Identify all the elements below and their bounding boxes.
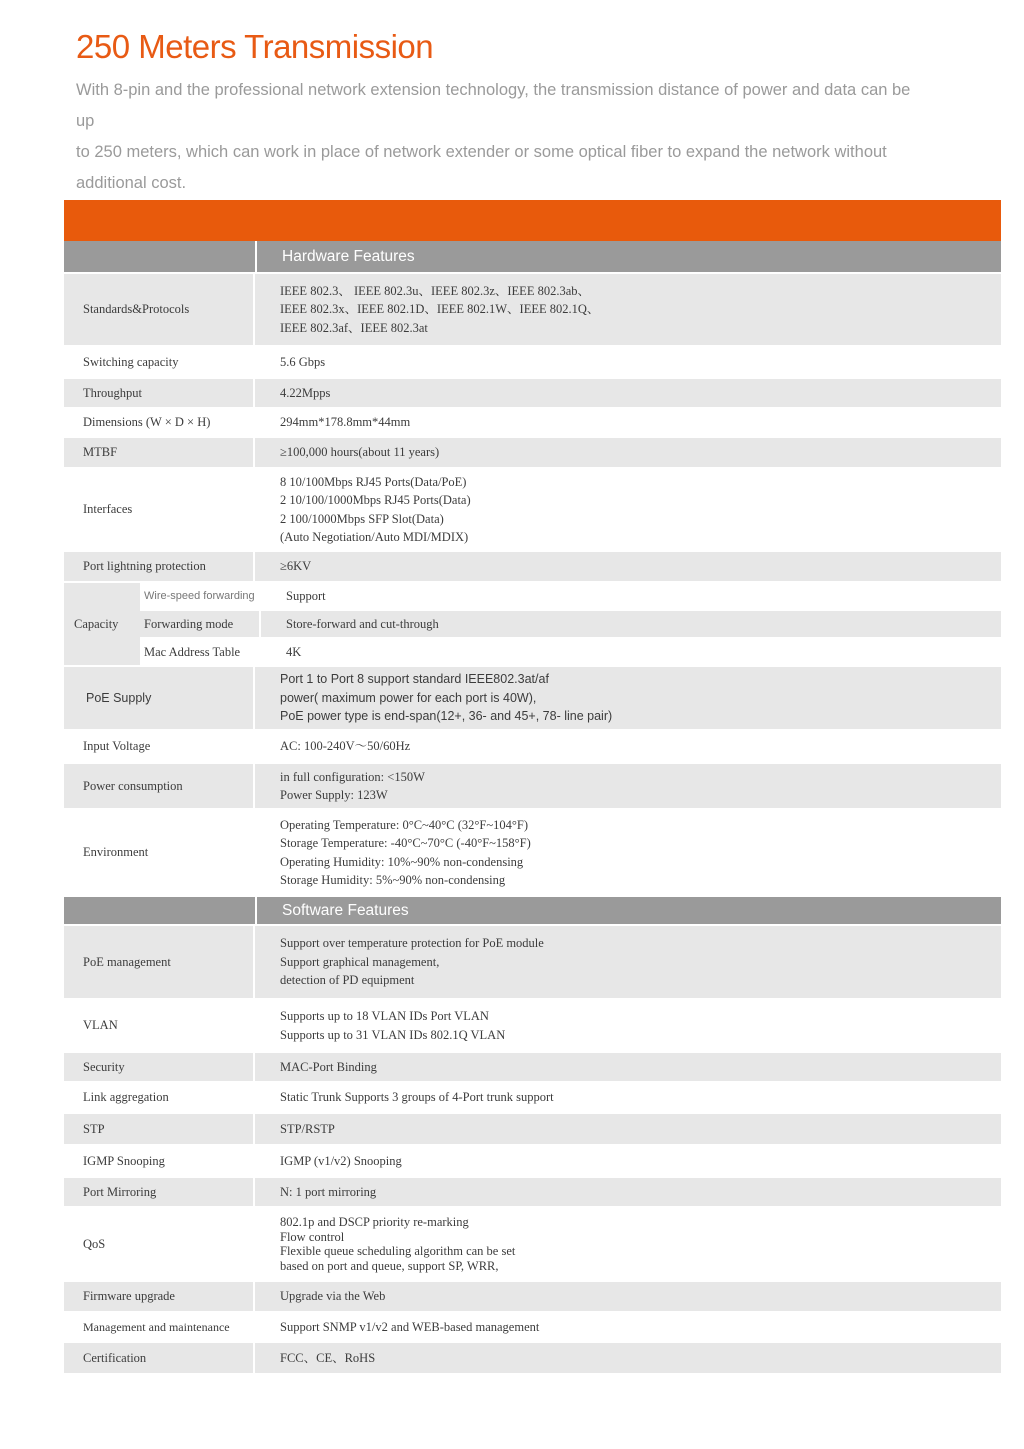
- row-value: Support SNMP v1/v2 and WEB-based management: [255, 1313, 1001, 1341]
- row-value: IGMP (v1/v2) Snooping: [255, 1146, 1001, 1176]
- value-line: in full configuration: <150W: [280, 769, 425, 784]
- value-line: Operating Humidity: 10%~90% non-condensing: [280, 854, 524, 869]
- table-row: [64, 469, 1001, 552]
- table-row: [64, 1114, 1001, 1146]
- sub-label: Mac Address Table: [140, 639, 261, 665]
- row-value: Upgrade via the Web: [255, 1282, 1001, 1311]
- table-row: [64, 1343, 1001, 1375]
- value-line: based on port and queue, support SP, WRR,: [280, 1258, 499, 1273]
- table-row: [64, 926, 1001, 1000]
- table-row: [64, 438, 1001, 469]
- value-line: Flow control: [280, 1229, 345, 1244]
- row-value: MAC-Port Binding: [255, 1053, 1001, 1081]
- intro-line: With 8-pin and the professional network extension technology, the transmission distance of power and data can be up: [76, 81, 911, 130]
- row-label: Port Mirroring: [64, 1178, 255, 1206]
- value-line: 8 10/100Mbps RJ45 Ports(Data/PoE): [280, 474, 467, 489]
- table-row: [64, 1146, 1001, 1178]
- value-line: Storage Humidity: 5%~90% non-condensing: [280, 873, 506, 887]
- value-line: IEEE 802.3x、IEEE 802.1D、IEEE 802.1W、IEEE 802.1Q、: [280, 302, 600, 317]
- accent-bar: [64, 200, 1001, 241]
- row-value: [255, 274, 1001, 345]
- row-value: STP/RSTP: [255, 1114, 1001, 1144]
- row-label: Environment: [64, 810, 255, 895]
- row-label: IGMP Snooping: [64, 1146, 255, 1176]
- table-row: [140, 639, 1001, 665]
- value-line: 2 100/1000Mbps SFP Slot(Data): [280, 511, 444, 526]
- row-label: Security: [64, 1053, 255, 1081]
- value-line: Supports up to 18 VLAN IDs Port VLAN: [280, 1009, 489, 1023]
- row-label: Port lightning protection: [64, 552, 255, 581]
- hardware-section-header: [64, 241, 1001, 274]
- row-value: AC: 100-240V～50/60Hz: [255, 731, 1001, 762]
- value-line: Support graphical management,: [280, 954, 440, 969]
- capacity-group: [64, 583, 1001, 667]
- row-label: Interfaces: [64, 469, 255, 550]
- row-label: Link aggregation: [64, 1083, 255, 1112]
- intro-line: additional cost.: [76, 174, 187, 192]
- table-row: [64, 1053, 1001, 1083]
- value-line: (Auto Negotiation/Auto MDI/MDIX): [280, 530, 469, 544]
- row-label: VLAN: [64, 1000, 255, 1051]
- sub-label: Wire-speed forwarding: [140, 583, 261, 609]
- row-value: Support: [261, 583, 1001, 609]
- row-value: [255, 1000, 1001, 1051]
- value-line: Flexible queue scheduling algorithm can be set: [280, 1244, 516, 1258]
- intro-paragraph: [76, 75, 916, 199]
- value-line: IEEE 802.3af、IEEE 802.3at: [280, 320, 428, 335]
- value-line: detection of PD equipment: [280, 973, 415, 988]
- intro-line: to 250 meters, which can work in place of network extender or some optical fiber to expand the network without: [76, 143, 887, 161]
- table-row: [64, 552, 1001, 583]
- spec-table: [64, 241, 1001, 1375]
- table-row: [140, 611, 1001, 639]
- row-value: [255, 667, 1001, 729]
- row-label: PoE management: [64, 926, 255, 998]
- row-value: 4.22Mpps: [255, 379, 1001, 407]
- row-label: PoE Supply: [64, 667, 255, 729]
- software-section-header: [64, 897, 1001, 926]
- table-row: [64, 1208, 1001, 1282]
- row-value: FCC、CE、RoHS: [255, 1343, 1001, 1373]
- section-title: Hardware Features: [282, 247, 415, 265]
- row-value: 294mm*178.8mm*44mm: [255, 409, 1001, 436]
- row-label: QoS: [64, 1208, 255, 1280]
- row-value: [255, 764, 1001, 808]
- row-label: Certification: [64, 1343, 255, 1373]
- row-label: Power consumption: [64, 764, 255, 808]
- section-title: Software Features: [282, 901, 409, 919]
- table-row: [64, 1313, 1001, 1343]
- table-row: [64, 347, 1001, 379]
- table-row: [64, 731, 1001, 764]
- value-line: IEEE 802.3、 IEEE 802.3u、IEEE 802.3z、IEEE 802.3ab、: [280, 283, 590, 298]
- row-label: Switching capacity: [64, 347, 255, 377]
- value-line: Support over temperature protection for PoE module: [280, 936, 544, 951]
- row-value: ≥6KV: [255, 552, 1001, 581]
- row-value: [255, 469, 1001, 550]
- value-line: Storage Temperature: -40°C~70°C (-40°F~158°F): [280, 836, 531, 850]
- table-row: [64, 1083, 1001, 1114]
- row-label: Dimensions (W × D × H): [64, 409, 255, 436]
- row-value: ≥100,000 hours(about 11 years): [255, 438, 1001, 467]
- table-row: [64, 274, 1001, 347]
- row-value: Static Trunk Supports 3 groups of 4-Port trunk support: [255, 1083, 1001, 1112]
- value-line: 802.1p and DSCP priority re-marking: [280, 1215, 469, 1229]
- row-label: Standards&Protocols: [64, 274, 255, 345]
- table-row: [64, 764, 1001, 810]
- row-label: Capacity: [64, 583, 140, 665]
- row-label: Input Voltage: [64, 731, 255, 762]
- row-value: Store-forward and cut-through: [261, 611, 1001, 637]
- row-value: 4K: [261, 639, 1001, 665]
- page-title: 250 Meters Transmission: [76, 28, 434, 65]
- value-line: Supports up to 31 VLAN IDs 802.1Q VLAN: [280, 1027, 506, 1042]
- table-row: [140, 583, 1001, 611]
- value-line: Operating Temperature: 0°C~40°C (32°F~104°F): [280, 817, 529, 832]
- row-label: Throughput: [64, 379, 255, 407]
- row-label: MTBF: [64, 438, 255, 467]
- value-line: Power Supply: 123W: [280, 788, 388, 802]
- value-line: power( maximum power for each port is 40W),: [280, 690, 537, 705]
- table-row: [64, 409, 1001, 438]
- row-value: [255, 1208, 1001, 1280]
- table-row: [64, 1000, 1001, 1053]
- table-row: [64, 667, 1001, 731]
- row-label: Firmware upgrade: [64, 1282, 255, 1311]
- value-line: PoE power type is end-span(12+, 36- and 45+, 78- line pair): [280, 709, 613, 724]
- value-line: Port 1 to Port 8 support standard IEEE802.3at/af: [280, 672, 549, 687]
- row-value: 5.6 Gbps: [255, 347, 1001, 377]
- row-label: Management and maintenance: [64, 1313, 255, 1341]
- row-value: N: 1 port mirroring: [255, 1178, 1001, 1206]
- row-label: STP: [64, 1114, 255, 1144]
- value-line: 2 10/100/1000Mbps RJ45 Ports(Data): [280, 493, 471, 507]
- table-row: [64, 379, 1001, 409]
- row-value: [255, 926, 1001, 998]
- sub-label: Forwarding mode: [140, 611, 261, 637]
- row-value: [255, 810, 1001, 895]
- table-row: [64, 1178, 1001, 1208]
- table-row: [64, 810, 1001, 897]
- table-row: [64, 1282, 1001, 1313]
